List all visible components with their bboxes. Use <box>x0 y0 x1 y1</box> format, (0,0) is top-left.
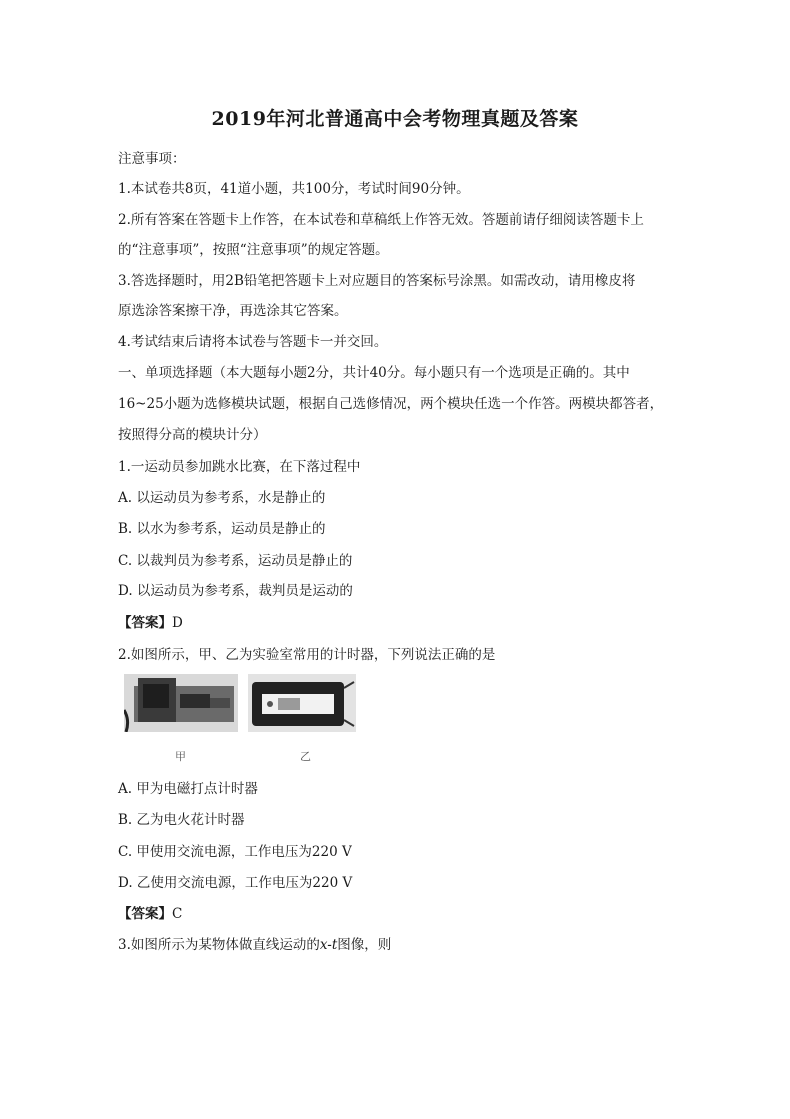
q1-option-d: D. 以运动员为参考系，裁判员是运动的 <box>118 583 353 599</box>
section-heading-cont-2: 按照得分高的模块计分） <box>118 427 267 443</box>
q3-stem-suffix: 图像，则 <box>337 937 392 953</box>
q2-answer <box>118 905 182 923</box>
section-heading: 一、单项选择题（本大题每小题2分，共计40分。每小题只有一个选项是正确的。其中 <box>118 365 630 381</box>
answer-value: C <box>172 906 183 922</box>
q3-stem-variable: x-t <box>319 937 338 953</box>
q1-answer <box>118 614 183 632</box>
notice-item-2: 2.所有答案在答题卡上作答，在本试卷和草稿纸上作答无效。答题前请仔细阅读答题卡上 <box>118 212 644 228</box>
notice-item-4: 4.考试结束后请将本试卷与答题卡一并交回。 <box>118 334 388 350</box>
notice-item-2-cont: 的“注意事项”，按照“注意事项”的规定答题。 <box>118 242 389 258</box>
caption-b: 乙 <box>300 750 311 763</box>
notice-item-3-cont: 原选涂答案擦干净，再选涂其它答案。 <box>118 303 348 319</box>
notice-header: 注意事项： <box>118 151 186 167</box>
answer-tag: 【答案】 <box>118 615 172 631</box>
timer-photo-a <box>124 674 238 732</box>
q3-stem-prefix: 3.如图所示为某物体做直线运动的 <box>118 937 320 953</box>
q2-option-c: C. 甲使用交流电源，工作电压为220 V <box>118 844 352 860</box>
q2-option-a: A. 甲为电磁打点计时器 <box>118 781 258 797</box>
notice-item-1: 1.本试卷共8页，41道小题，共100分，考试时间90分钟。 <box>118 181 470 197</box>
notice-item-3: 3.答选择题时，用2B铅笔把答题卡上对应题目的答案标号涂黑。如需改动，请用橡皮将 <box>118 273 636 289</box>
q2-stem: 2.如图所示，甲、乙为实验室常用的计时器，下列说法正确的是 <box>118 647 496 663</box>
q1-option-a: A. 以运动员为参考系，水是静止的 <box>118 490 326 506</box>
q3-stem <box>118 936 391 954</box>
q2-option-d: D. 乙使用交流电源，工作电压为220 V <box>118 875 353 891</box>
q2-option-b: B. 乙为电火花计时器 <box>118 812 245 828</box>
q1-option-c: C. 以裁判员为参考系，运动员是静止的 <box>118 553 353 569</box>
timer-photo-b <box>248 674 356 732</box>
page-title: 2019年河北普通高中会考物理真题及答案 <box>211 108 579 130</box>
q1-option-b: B. 以水为参考系，运动员是静止的 <box>118 521 326 537</box>
q1-stem: 1.一运动员参加跳水比赛，在下落过程中 <box>118 459 361 475</box>
answer-value: D <box>172 615 183 631</box>
caption-a: 甲 <box>175 750 186 763</box>
answer-tag: 【答案】 <box>118 906 172 922</box>
section-heading-cont: 16~25小题为选修模块试题，根据自己选修情况，两个模块任选一个作答。两模块都答者， <box>118 396 664 412</box>
